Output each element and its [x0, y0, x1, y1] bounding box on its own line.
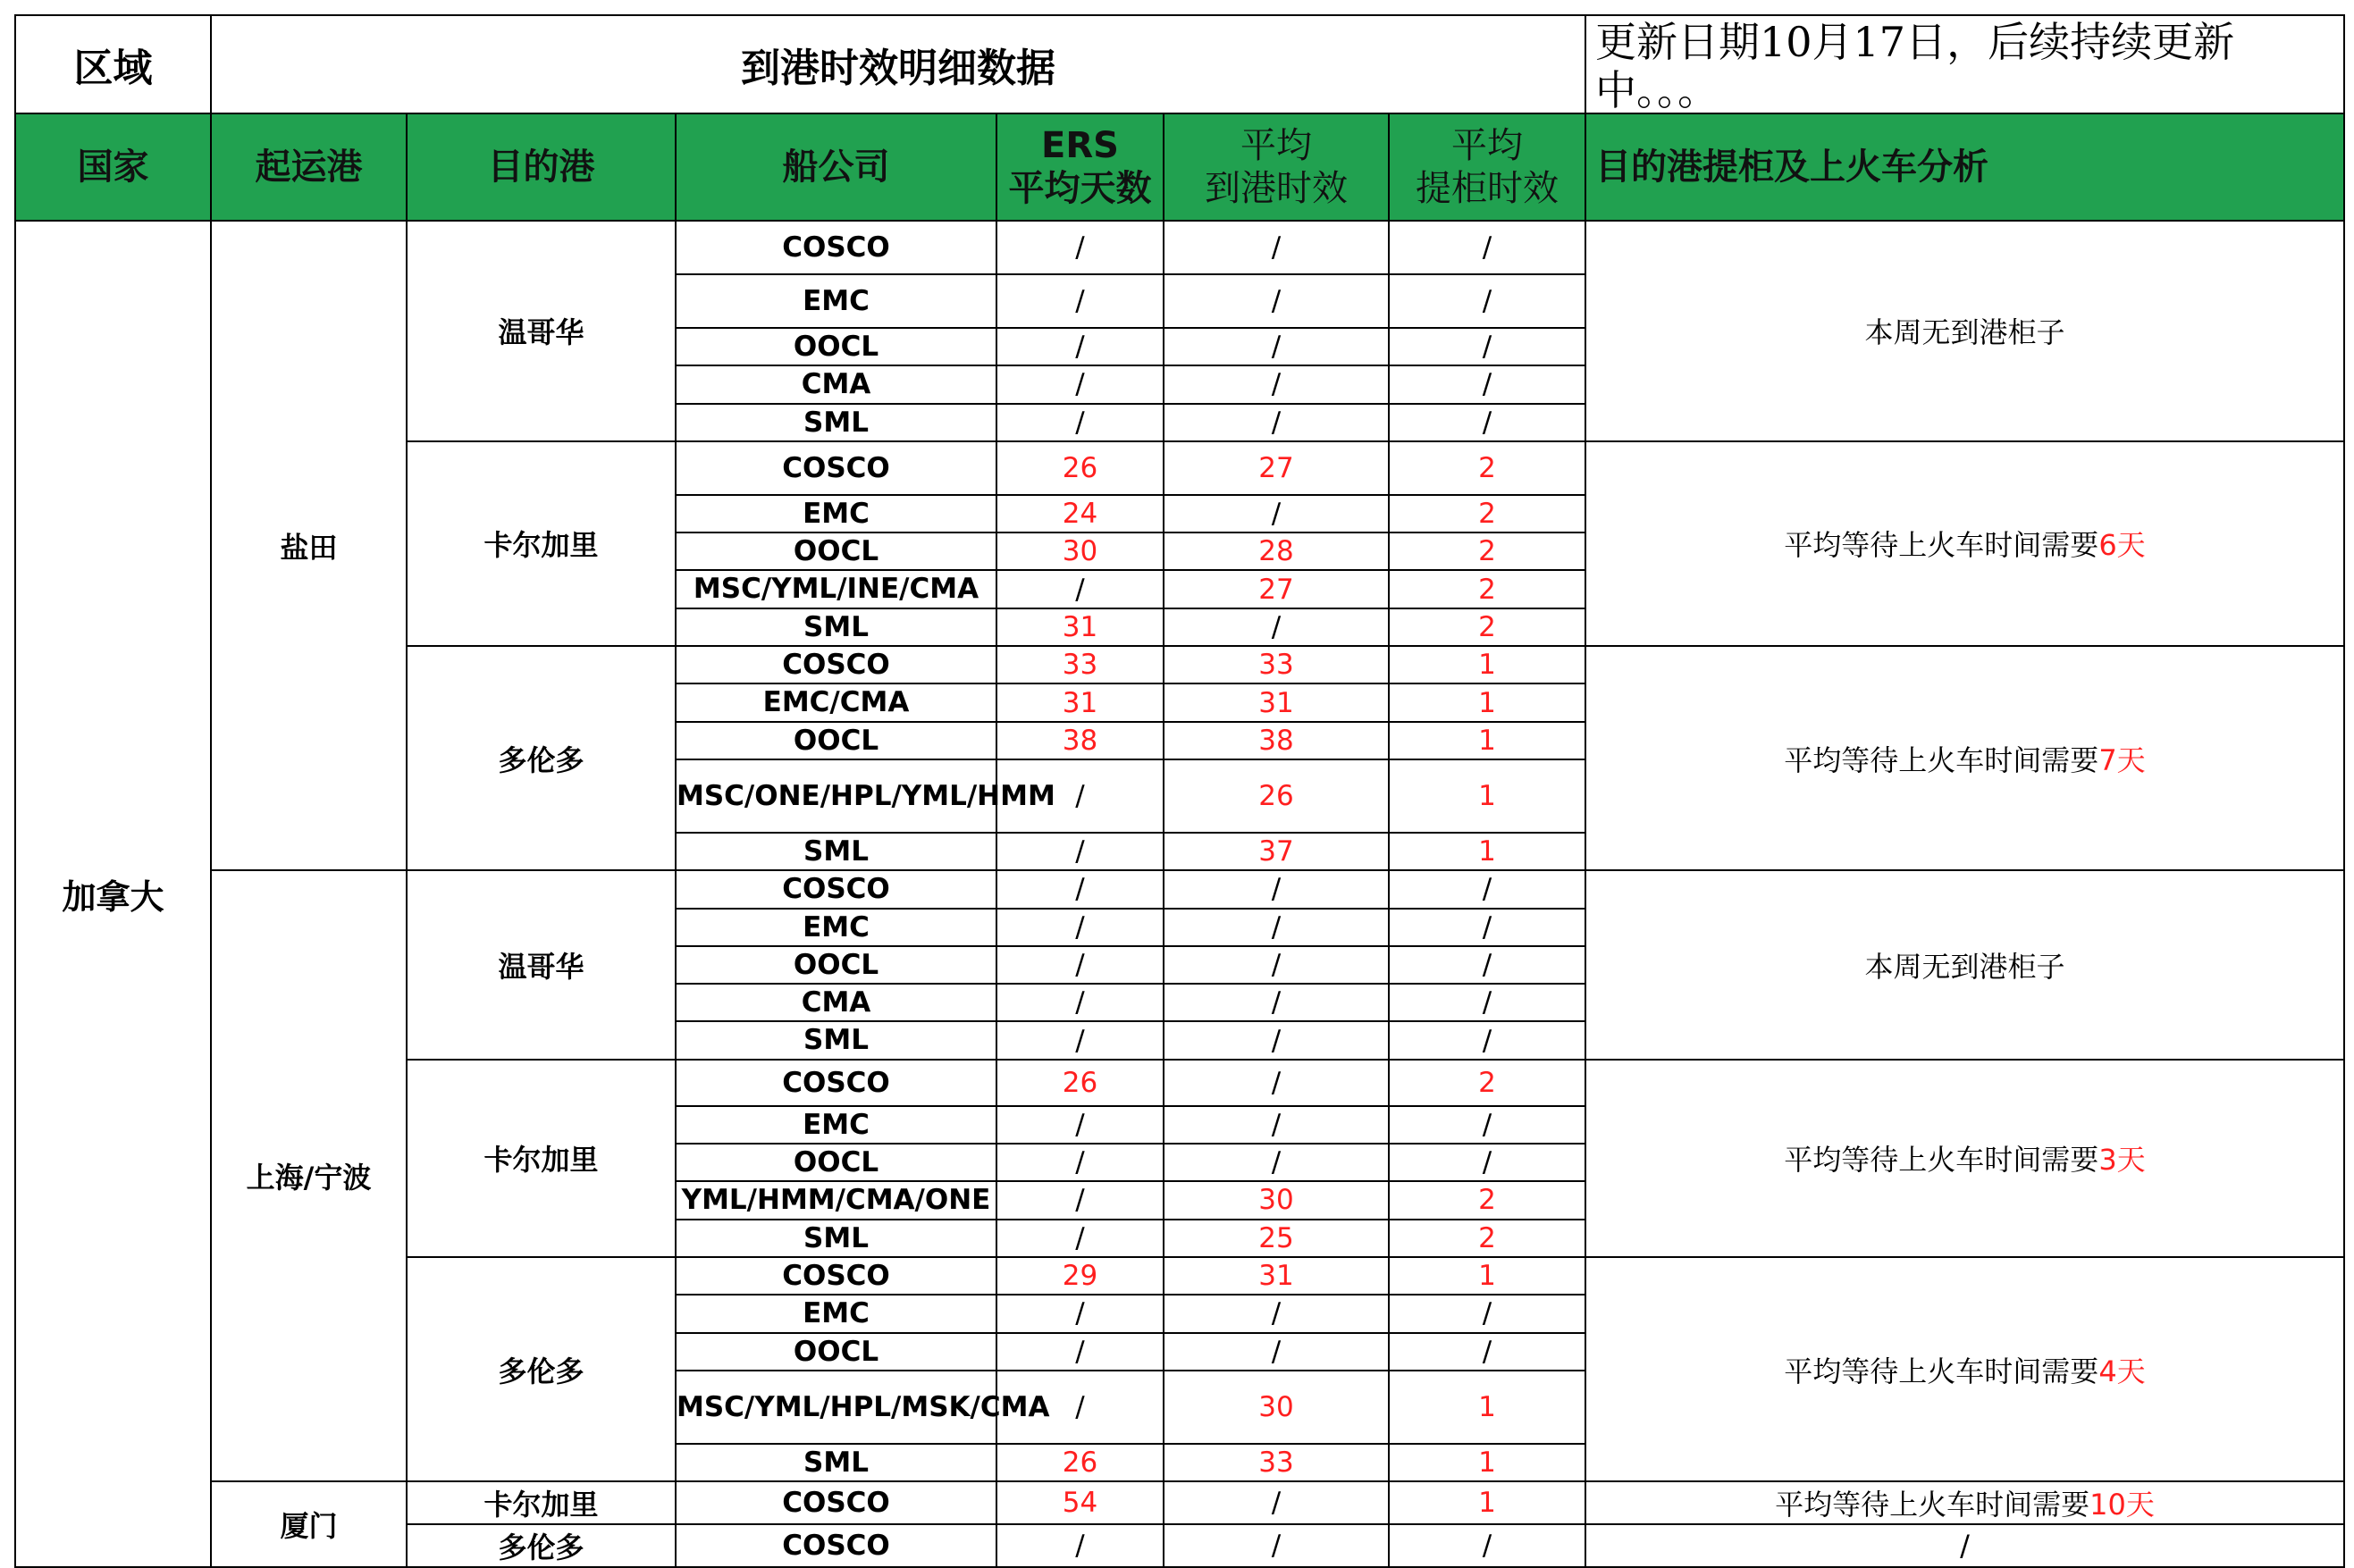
carrier-cell[interactable]: COSCO: [676, 1481, 996, 1524]
analysis-note-cell[interactable]: [1585, 1524, 2344, 1567]
carrier-cell[interactable]: EMC: [676, 1295, 996, 1332]
analysis-note-days: 7天: [2098, 742, 2146, 777]
pickup-value-cell[interactable]: /: [1389, 1295, 1585, 1332]
header-country[interactable]: 国家: [15, 113, 211, 221]
ers-value-cell[interactable]: /: [996, 984, 1164, 1021]
table-row: [15, 1481, 2344, 1524]
header-destination[interactable]: 目的港: [407, 113, 676, 221]
pickup-value-cell[interactable]: 1: [1389, 833, 1585, 870]
ers-value-cell[interactable]: /: [996, 221, 1164, 274]
ers-value-cell[interactable]: /: [996, 570, 1164, 608]
carrier-cell[interactable]: COSCO: [676, 221, 996, 274]
ers-value-cell[interactable]: 54: [996, 1481, 1164, 1524]
carrier-cell[interactable]: EMC: [676, 1106, 996, 1144]
ers-value-cell[interactable]: /: [996, 759, 1164, 833]
ers-value-cell[interactable]: 33: [996, 646, 1164, 683]
pickup-value-cell[interactable]: 1: [1389, 683, 1585, 721]
header-pickup-time[interactable]: [1389, 113, 1585, 221]
header-origin[interactable]: 起运港: [211, 113, 407, 221]
ers-value-cell[interactable]: /: [996, 1371, 1164, 1444]
table-row: [15, 870, 2344, 908]
pickup-value-cell[interactable]: /: [1389, 1144, 1585, 1181]
arrive-value-cell[interactable]: /: [1164, 1333, 1389, 1371]
arrive-value-cell[interactable]: /: [1164, 495, 1389, 532]
ers-value-cell[interactable]: /: [996, 1181, 1164, 1219]
arrive-value-cell[interactable]: 27: [1164, 441, 1389, 495]
arrive-value-cell[interactable]: /: [1164, 221, 1389, 274]
carrier-cell[interactable]: SML: [676, 1444, 996, 1481]
header-carrier[interactable]: 船公司: [676, 113, 996, 221]
pickup-value-cell[interactable]: 2: [1389, 441, 1585, 495]
header-row: [15, 113, 2344, 221]
analysis-note-text: 平均等待上火车时间需要: [1784, 1354, 2099, 1388]
pickup-value-cell[interactable]: /: [1389, 221, 1585, 274]
arrive-value-cell[interactable]: /: [1164, 404, 1389, 441]
ers-value-cell[interactable]: /: [996, 1021, 1164, 1059]
pickup-value-cell[interactable]: /: [1389, 328, 1585, 365]
arrive-value-cell[interactable]: 30: [1164, 1371, 1389, 1444]
arrive-value-cell[interactable]: 38: [1164, 722, 1389, 759]
ers-value-cell[interactable]: /: [996, 328, 1164, 365]
pickup-value-cell[interactable]: /: [1389, 1524, 1585, 1567]
pickup-value-cell[interactable]: /: [1389, 909, 1585, 946]
ers-value-cell[interactable]: /: [996, 1333, 1164, 1371]
destination-cell[interactable]: 多伦多: [407, 1257, 676, 1481]
analysis-note-text: /: [1960, 1529, 1970, 1564]
analysis-note-text: 平均等待上火车时间需要: [1784, 1143, 2099, 1178]
arrive-value-cell[interactable]: /: [1164, 365, 1389, 403]
pickup-value-cell[interactable]: /: [1389, 404, 1585, 441]
ers-value-cell[interactable]: /: [996, 1295, 1164, 1332]
origin-cell[interactable]: 厦门: [211, 1481, 407, 1567]
arrive-value-cell[interactable]: /: [1164, 984, 1389, 1021]
analysis-note-days: 10天: [2089, 1488, 2155, 1522]
carrier-cell[interactable]: MSC/ONE/HPL/YML/HMM: [676, 759, 996, 833]
pickup-value-cell[interactable]: 1: [1389, 1444, 1585, 1481]
ers-value-cell[interactable]: 24: [996, 495, 1164, 532]
pickup-value-cell[interactable]: /: [1389, 274, 1585, 328]
pickup-value-cell[interactable]: 1: [1389, 722, 1585, 759]
arrive-value-cell[interactable]: 37: [1164, 833, 1389, 870]
arrive-value-cell[interactable]: /: [1164, 870, 1389, 908]
carrier-cell[interactable]: SML: [676, 608, 996, 646]
ers-value-cell[interactable]: 30: [996, 532, 1164, 570]
carrier-cell[interactable]: OOCL: [676, 1144, 996, 1181]
pickup-value-cell[interactable]: 2: [1389, 532, 1585, 570]
destination-cell[interactable]: 温哥华: [407, 870, 676, 1059]
arrive-value-cell[interactable]: /: [1164, 1524, 1389, 1567]
arrive-value-cell[interactable]: 33: [1164, 1444, 1389, 1481]
pickup-value-cell[interactable]: 2: [1389, 495, 1585, 532]
ers-value-cell[interactable]: 26: [996, 1444, 1164, 1481]
sheet-heading-cell[interactable]: 到港时效明细数据: [211, 15, 1585, 113]
carrier-cell[interactable]: CMA: [676, 984, 996, 1021]
arrive-value-cell[interactable]: /: [1164, 1060, 1389, 1106]
ers-value-cell[interactable]: /: [996, 1524, 1164, 1567]
pickup-value-cell[interactable]: 1: [1389, 1481, 1585, 1524]
arrive-value-cell[interactable]: 33: [1164, 646, 1389, 683]
carrier-cell[interactable]: EMC/CMA: [676, 683, 996, 721]
ers-value-cell[interactable]: /: [996, 404, 1164, 441]
ers-value-cell[interactable]: 31: [996, 683, 1164, 721]
arrive-value-cell[interactable]: /: [1164, 909, 1389, 946]
country-cell[interactable]: 加拿大: [15, 221, 211, 1567]
carrier-cell[interactable]: EMC: [676, 909, 996, 946]
arrive-value-cell[interactable]: 31: [1164, 1257, 1389, 1295]
header-pickup-line2: 提柜时效: [1416, 168, 1559, 209]
carrier-cell[interactable]: COSCO: [676, 441, 996, 495]
ers-value-cell[interactable]: /: [996, 833, 1164, 870]
pickup-value-cell[interactable]: 2: [1389, 1181, 1585, 1219]
carrier-cell[interactable]: EMC: [676, 495, 996, 532]
carrier-cell[interactable]: OOCL: [676, 328, 996, 365]
pickup-value-cell[interactable]: 1: [1389, 759, 1585, 833]
table-row: [15, 221, 2344, 274]
carrier-cell[interactable]: OOCL: [676, 722, 996, 759]
destination-cell[interactable]: 卡尔加里: [407, 441, 676, 646]
analysis-note-cell[interactable]: [1585, 646, 2344, 870]
header-ers-line2: 平均天数: [1008, 168, 1152, 209]
pickup-value-cell[interactable]: 2: [1389, 608, 1585, 646]
ers-value-cell[interactable]: 38: [996, 722, 1164, 759]
header-arrive-time[interactable]: [1164, 113, 1389, 221]
carrier-cell[interactable]: OOCL: [676, 1333, 996, 1371]
carrier-cell[interactable]: COSCO: [676, 1060, 996, 1106]
destination-cell[interactable]: 卡尔加里: [407, 1481, 676, 1524]
destination-cell[interactable]: 多伦多: [407, 646, 676, 870]
analysis-note-cell[interactable]: [1585, 1060, 2344, 1257]
carrier-cell[interactable]: COSCO: [676, 1257, 996, 1295]
analysis-note-text: 本周无到港柜子: [1864, 315, 2065, 350]
origin-cell[interactable]: 上海/宁波: [211, 870, 407, 1481]
ers-value-cell[interactable]: /: [996, 1106, 1164, 1144]
arrive-value-cell[interactable]: 30: [1164, 1181, 1389, 1219]
destination-cell[interactable]: 多伦多: [407, 1524, 676, 1567]
arrive-value-cell[interactable]: /: [1164, 274, 1389, 328]
analysis-note-days: 3天: [2098, 1143, 2146, 1178]
destination-cell[interactable]: 卡尔加里: [407, 1060, 676, 1257]
arrive-value-cell[interactable]: /: [1164, 946, 1389, 984]
title-row: [15, 15, 2344, 113]
pickup-value-cell[interactable]: 2: [1389, 1220, 1585, 1257]
arrive-value-cell[interactable]: 26: [1164, 759, 1389, 833]
carrier-cell[interactable]: SML: [676, 833, 996, 870]
header-arrive-line2: 到港时效: [1205, 168, 1348, 209]
arrive-value-cell[interactable]: /: [1164, 1021, 1389, 1059]
analysis-note-days: 4天: [2098, 1354, 2146, 1388]
arrive-value-cell[interactable]: 28: [1164, 532, 1389, 570]
pickup-value-cell[interactable]: /: [1389, 365, 1585, 403]
pickup-value-cell[interactable]: /: [1389, 984, 1585, 1021]
region-label-cell[interactable]: 区域: [15, 15, 211, 113]
header-ers-line1: ERS: [1041, 125, 1119, 166]
ers-value-cell[interactable]: 26: [996, 1060, 1164, 1106]
ers-value-cell[interactable]: 26: [996, 441, 1164, 495]
ers-value-cell[interactable]: 29: [996, 1257, 1164, 1295]
arrive-value-cell[interactable]: 25: [1164, 1220, 1389, 1257]
carrier-cell[interactable]: COSCO: [676, 646, 996, 683]
analysis-note-cell[interactable]: [1585, 1481, 2344, 1524]
pickup-value-cell[interactable]: /: [1389, 946, 1585, 984]
carrier-cell[interactable]: COSCO: [676, 870, 996, 908]
carrier-cell[interactable]: YML/HMM/CMA/ONE: [676, 1181, 996, 1219]
carrier-cell[interactable]: SML: [676, 1220, 996, 1257]
carrier-cell[interactable]: EMC: [676, 274, 996, 328]
ers-value-cell[interactable]: /: [996, 1220, 1164, 1257]
analysis-note-cell[interactable]: [1585, 1257, 2344, 1481]
ers-value-cell[interactable]: /: [996, 946, 1164, 984]
carrier-cell[interactable]: OOCL: [676, 946, 996, 984]
arrive-value-cell[interactable]: /: [1164, 1295, 1389, 1332]
arrive-value-cell[interactable]: 31: [1164, 683, 1389, 721]
pickup-value-cell[interactable]: /: [1389, 1021, 1585, 1059]
carrier-cell[interactable]: SML: [676, 1021, 996, 1059]
analysis-note-text: 平均等待上火车时间需要: [1784, 528, 2099, 563]
arrive-value-cell[interactable]: /: [1164, 1106, 1389, 1144]
header-arrive-line1: 平均: [1240, 125, 1312, 166]
pickup-value-cell[interactable]: 1: [1389, 646, 1585, 683]
ers-value-cell[interactable]: 31: [996, 608, 1164, 646]
pickup-value-cell[interactable]: 1: [1389, 1257, 1585, 1295]
analysis-note-cell[interactable]: [1585, 441, 2344, 646]
pickup-value-cell[interactable]: 2: [1389, 570, 1585, 608]
timeliness-sheet: [14, 14, 2345, 1568]
ers-value-cell[interactable]: /: [996, 1144, 1164, 1181]
pickup-value-cell[interactable]: 2: [1389, 1060, 1585, 1106]
header-pickup-line1: 平均: [1451, 125, 1523, 166]
analysis-note-days: 6天: [2098, 528, 2146, 563]
pickup-value-cell[interactable]: /: [1389, 1106, 1585, 1144]
pickup-value-cell[interactable]: /: [1389, 870, 1585, 908]
analysis-note-text: 平均等待上火车时间需要: [1775, 1488, 2090, 1522]
carrier-cell[interactable]: MSC/YML/HPL/MSK/CMA: [676, 1371, 996, 1444]
carrier-cell[interactable]: MSC/YML/INE/CMA: [676, 570, 996, 608]
pickup-value-cell[interactable]: /: [1389, 1333, 1585, 1371]
carrier-cell[interactable]: COSCO: [676, 1524, 996, 1567]
analysis-note-text: 本周无到港柜子: [1864, 950, 2065, 984]
analysis-note-text: 平均等待上火车时间需要: [1784, 742, 2099, 777]
carrier-cell[interactable]: SML: [676, 404, 996, 441]
arrive-value-cell[interactable]: 27: [1164, 570, 1389, 608]
carrier-cell[interactable]: CMA: [676, 365, 996, 403]
header-ers-days[interactable]: [996, 113, 1164, 221]
origin-cell[interactable]: 盐田: [211, 221, 407, 870]
pickup-value-cell[interactable]: 1: [1389, 1371, 1585, 1444]
arrive-value-cell[interactable]: /: [1164, 328, 1389, 365]
header-analysis[interactable]: 目的港提柜及上火车分析: [1585, 113, 2344, 221]
update-note-cell[interactable]: [1585, 15, 2344, 113]
arrive-value-cell[interactable]: /: [1164, 1144, 1389, 1181]
destination-cell[interactable]: 温哥华: [407, 221, 676, 441]
analysis-note-cell[interactable]: [1585, 221, 2344, 441]
update-note-text: 更新日期10月17日，后续持续更新中。。。: [1595, 18, 2235, 114]
arrive-value-cell[interactable]: /: [1164, 608, 1389, 646]
carrier-cell[interactable]: OOCL: [676, 532, 996, 570]
ers-value-cell[interactable]: /: [996, 909, 1164, 946]
ers-value-cell[interactable]: /: [996, 870, 1164, 908]
ers-value-cell[interactable]: /: [996, 365, 1164, 403]
ers-value-cell[interactable]: /: [996, 274, 1164, 328]
arrive-value-cell[interactable]: /: [1164, 1481, 1389, 1524]
analysis-note-cell[interactable]: [1585, 870, 2344, 1059]
